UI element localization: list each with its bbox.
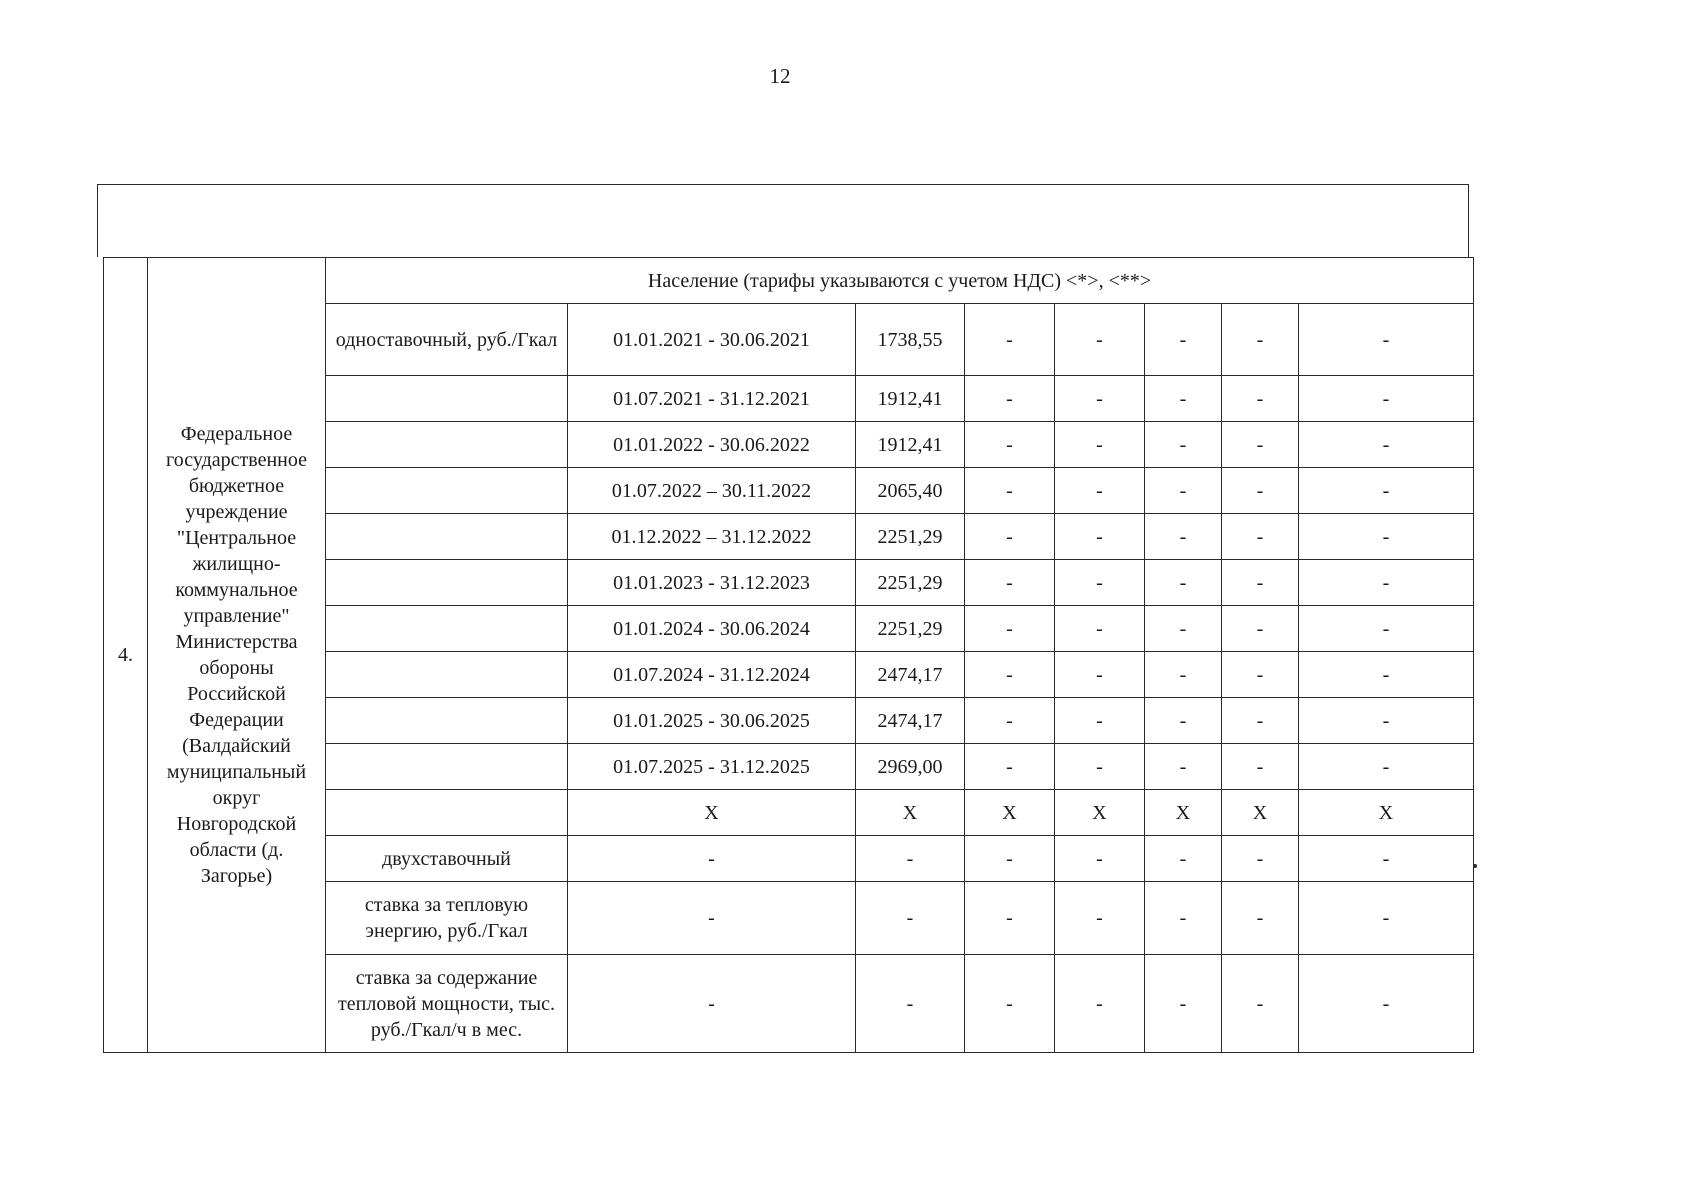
x-cell: X — [856, 790, 965, 836]
period-cell: 01.12.2022 – 31.12.2022 — [568, 514, 856, 560]
dash-cell: - — [1145, 652, 1222, 698]
x-cell: X — [568, 790, 856, 836]
dash-cell: - — [856, 882, 965, 955]
rate-type-empty — [326, 376, 568, 422]
dash-cell: - — [1299, 744, 1474, 790]
row-index: 4. — [104, 258, 148, 1053]
dash-cell: - — [1055, 468, 1145, 514]
dash-cell: - — [1222, 514, 1299, 560]
dash-cell: - — [1299, 468, 1474, 514]
dash-cell: - — [568, 836, 856, 882]
tariff-value-cell: 1912,41 — [856, 376, 965, 422]
rate-type-empty — [326, 514, 568, 560]
dash-cell: - — [1145, 376, 1222, 422]
dash-cell: - — [1222, 836, 1299, 882]
dash-cell: - — [1222, 606, 1299, 652]
dash-cell: - — [1222, 698, 1299, 744]
dash-cell: - — [965, 560, 1055, 606]
dash-cell: - — [1222, 376, 1299, 422]
dash-cell: - — [1145, 836, 1222, 882]
x-cell: X — [1222, 790, 1299, 836]
rate-type-empty — [326, 606, 568, 652]
rate-type-label: двухставочный — [326, 836, 568, 882]
organization-name: Федеральное государственное бюджетное учреждение "Центральное жилищно-коммунальное управление" Министерства обороны Российской Федерации (Валдайский муниципальный округ Новгородской области (д. Загорье) — [148, 258, 326, 1053]
dash-cell: - — [965, 698, 1055, 744]
dash-cell: - — [1055, 606, 1145, 652]
dash-cell: - — [1222, 422, 1299, 468]
tariff-value-cell: 2969,00 — [856, 744, 965, 790]
rate-type-empty — [326, 744, 568, 790]
tariff-value-cell: 2065,40 — [856, 468, 965, 514]
dash-cell: - — [965, 514, 1055, 560]
dash-cell: - — [1222, 882, 1299, 955]
dash-cell: - — [1055, 955, 1145, 1053]
period-cell: 01.07.2021 - 31.12.2021 — [568, 376, 856, 422]
period-cell: 01.01.2025 - 30.06.2025 — [568, 698, 856, 744]
dash-cell: - — [1055, 514, 1145, 560]
dash-cell: - — [1299, 652, 1474, 698]
dash-cell: - — [1055, 376, 1145, 422]
rate-type-empty — [326, 422, 568, 468]
dash-cell: - — [1145, 882, 1222, 955]
dash-cell: - — [568, 882, 856, 955]
dash-cell: - — [1222, 744, 1299, 790]
dash-cell: - — [1299, 882, 1474, 955]
dash-cell: - — [1299, 955, 1474, 1053]
dash-cell: - — [1299, 698, 1474, 744]
rate-type-label: ставка за содержание тепловой мощности, тыс. руб./Гкал/ч в мес. — [326, 955, 568, 1053]
tariff-value-cell: 1912,41 — [856, 422, 965, 468]
x-cell: X — [1055, 790, 1145, 836]
dash-cell: - — [568, 955, 856, 1053]
dash-cell: - — [1145, 744, 1222, 790]
dash-cell: - — [965, 422, 1055, 468]
dash-cell: - — [965, 376, 1055, 422]
dash-cell: - — [965, 304, 1055, 376]
dash-cell: - — [965, 652, 1055, 698]
dash-cell: - — [856, 955, 965, 1053]
x-cell: X — [1299, 790, 1474, 836]
dash-cell: - — [1145, 468, 1222, 514]
stray-dot — [1473, 864, 1477, 868]
dash-cell: - — [965, 955, 1055, 1053]
rate-type-empty — [326, 560, 568, 606]
tariff-table — [103, 257, 1474, 1053]
period-cell: 01.01.2021 - 30.06.2021 — [568, 304, 856, 376]
rate-type-empty — [326, 698, 568, 744]
dash-cell: - — [1145, 560, 1222, 606]
period-cell: 01.07.2025 - 31.12.2025 — [568, 744, 856, 790]
dash-cell: - — [965, 744, 1055, 790]
tariff-value-cell: 2474,17 — [856, 698, 965, 744]
dash-cell: - — [1055, 882, 1145, 955]
dash-cell: - — [1055, 744, 1145, 790]
dash-cell: - — [1145, 514, 1222, 560]
period-cell: 01.01.2022 - 30.06.2022 — [568, 422, 856, 468]
dash-cell: - — [1055, 652, 1145, 698]
dash-cell: - — [1222, 468, 1299, 514]
tariff-value-cell: 2251,29 — [856, 560, 965, 606]
dash-cell: - — [1055, 836, 1145, 882]
dash-cell: - — [1055, 698, 1145, 744]
tariff-value-cell: 1738,55 — [856, 304, 965, 376]
dash-cell: - — [856, 836, 965, 882]
rate-type-empty — [326, 652, 568, 698]
caption-row — [104, 258, 1474, 304]
dash-cell: - — [1299, 422, 1474, 468]
dash-cell: - — [965, 882, 1055, 955]
tariff-value-cell: 2251,29 — [856, 606, 965, 652]
dash-cell: - — [1222, 652, 1299, 698]
dash-cell: - — [1222, 560, 1299, 606]
dash-cell: - — [1299, 514, 1474, 560]
page-number: 12 — [769, 64, 791, 88]
period-cell: 01.07.2022 – 30.11.2022 — [568, 468, 856, 514]
rate-type-label: ставка за тепловую энергию, руб./Гкал — [326, 882, 568, 955]
dash-cell: - — [1299, 376, 1474, 422]
rate-type-empty — [326, 790, 568, 836]
tariff-value-cell: 2474,17 — [856, 652, 965, 698]
dash-cell: - — [965, 468, 1055, 514]
dash-cell: - — [1222, 955, 1299, 1053]
dash-cell: - — [965, 836, 1055, 882]
dash-cell: - — [1222, 304, 1299, 376]
period-cell: 01.01.2024 - 30.06.2024 — [568, 606, 856, 652]
dash-cell: - — [1055, 422, 1145, 468]
period-cell: 01.01.2023 - 31.12.2023 — [568, 560, 856, 606]
dash-cell: - — [1299, 836, 1474, 882]
dash-cell: - — [1299, 560, 1474, 606]
dash-cell: - — [1055, 560, 1145, 606]
dash-cell: - — [1055, 304, 1145, 376]
dash-cell: - — [1145, 304, 1222, 376]
rate-type-empty — [326, 468, 568, 514]
dash-cell: - — [965, 606, 1055, 652]
dash-cell: - — [1299, 304, 1474, 376]
dash-cell: - — [1299, 606, 1474, 652]
dash-cell: - — [1145, 698, 1222, 744]
tariff-value-cell: 2251,29 — [856, 514, 965, 560]
dash-cell: - — [1145, 422, 1222, 468]
x-cell: X — [965, 790, 1055, 836]
group-caption: Население (тарифы указываются с учетом НДС) <*>, <**> — [326, 258, 1474, 304]
table-header-block — [97, 184, 1469, 257]
x-cell: X — [1145, 790, 1222, 836]
dash-cell: - — [1145, 955, 1222, 1053]
dash-cell: - — [1145, 606, 1222, 652]
period-cell: 01.07.2024 - 31.12.2024 — [568, 652, 856, 698]
rate-type-label: одноставочный, руб./Гкал — [326, 304, 568, 376]
